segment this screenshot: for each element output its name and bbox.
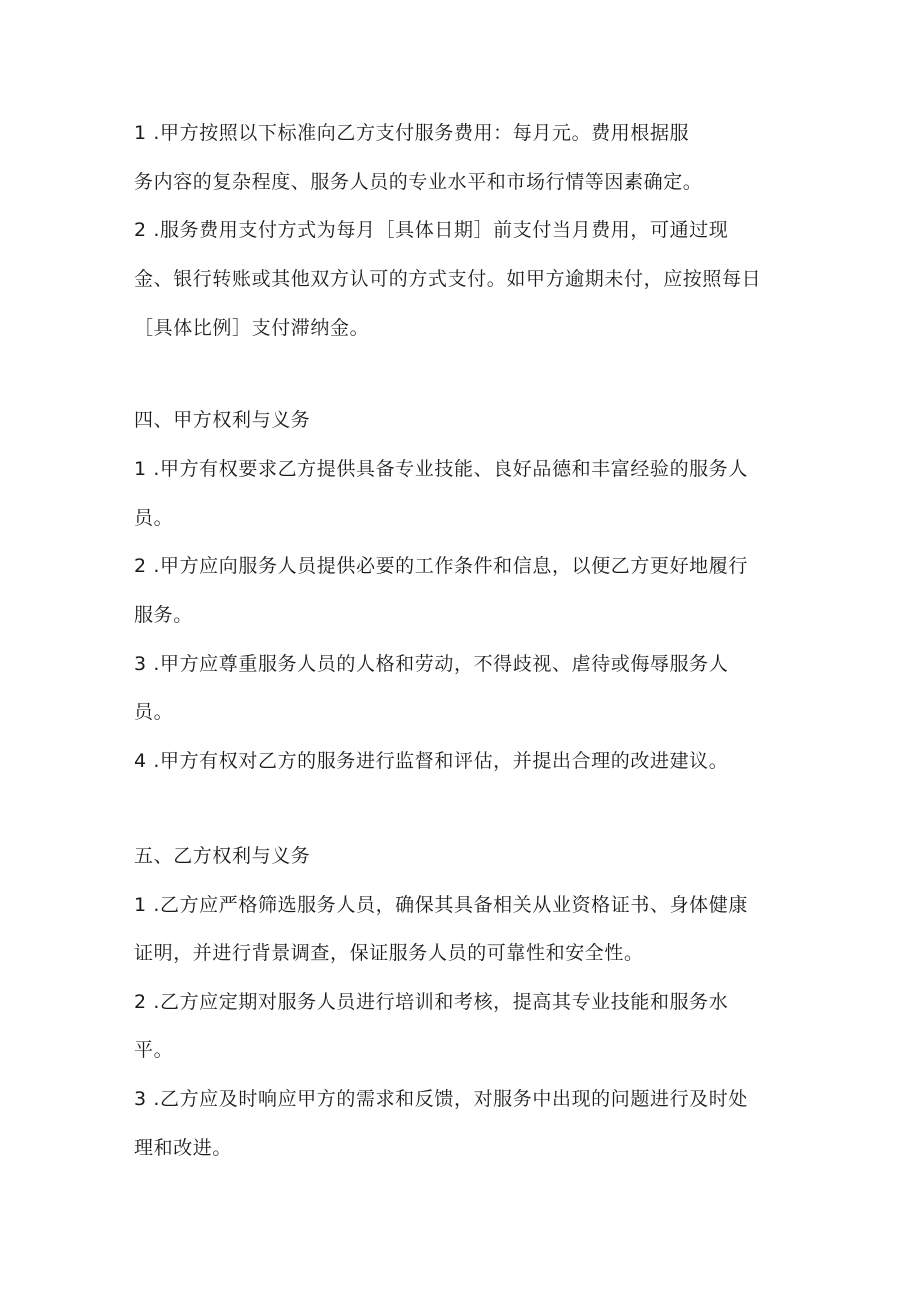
text-line: 3 .乙方应及时响应甲方的需求和反馈，对服务中出现的问题进行及时处 (134, 1088, 748, 1110)
text-line: 4 .甲方有权对乙方的服务进行监督和评估，并提出合理的改进建议。 (134, 750, 729, 772)
text-line: 3 .甲方应尊重服务人员的人格和劳动，不得歧视、虐待或侮辱服务人 (134, 653, 729, 675)
text-line: 1 .乙方应严格筛选服务人员，确保其具备相关从业资格证书、身体健康 (134, 894, 748, 916)
text-line: 服务。 (134, 604, 193, 626)
text-line: ［具体比例］支付滞纳金。 (134, 317, 370, 339)
text-line: 理和改进。 (134, 1137, 233, 1159)
text-line: 2 .服务费用支付方式为每月［具体日期］前支付当月费用，可通过现 (134, 219, 729, 241)
text-line: 证明，并进行背景调查，保证服务人员的可靠性和安全性。 (134, 942, 644, 964)
text-line: 2 .乙方应定期对服务人员进行培训和考核，提高其专业技能和服务水 (134, 991, 729, 1013)
text-line: 员。 (134, 507, 174, 529)
text-line: 务内容的复杂程度、服务人员的专业水平和市场行情等因素确定。 (134, 171, 703, 193)
text-line: 1 .甲方按照以下标准向乙方支付服务费用：每月元。费用根据服 (134, 122, 690, 144)
section-heading: 四、甲方权利与义务 (134, 409, 311, 431)
text-line: 平。 (134, 1039, 174, 1061)
text-line: 金、银行转账或其他双方认可的方式支付。如甲方逾期未付，应按照每日 (134, 268, 762, 290)
text-line: 1 .甲方有权要求乙方提供具备专业技能、良好品德和丰富经验的服务人 (134, 458, 748, 480)
text-line: 2 .甲方应向服务人员提供必要的工作条件和信息，以便乙方更好地履行 (134, 555, 748, 577)
text-line: 员。 (134, 701, 174, 723)
section-heading: 五、乙方权利与义务 (134, 845, 311, 867)
